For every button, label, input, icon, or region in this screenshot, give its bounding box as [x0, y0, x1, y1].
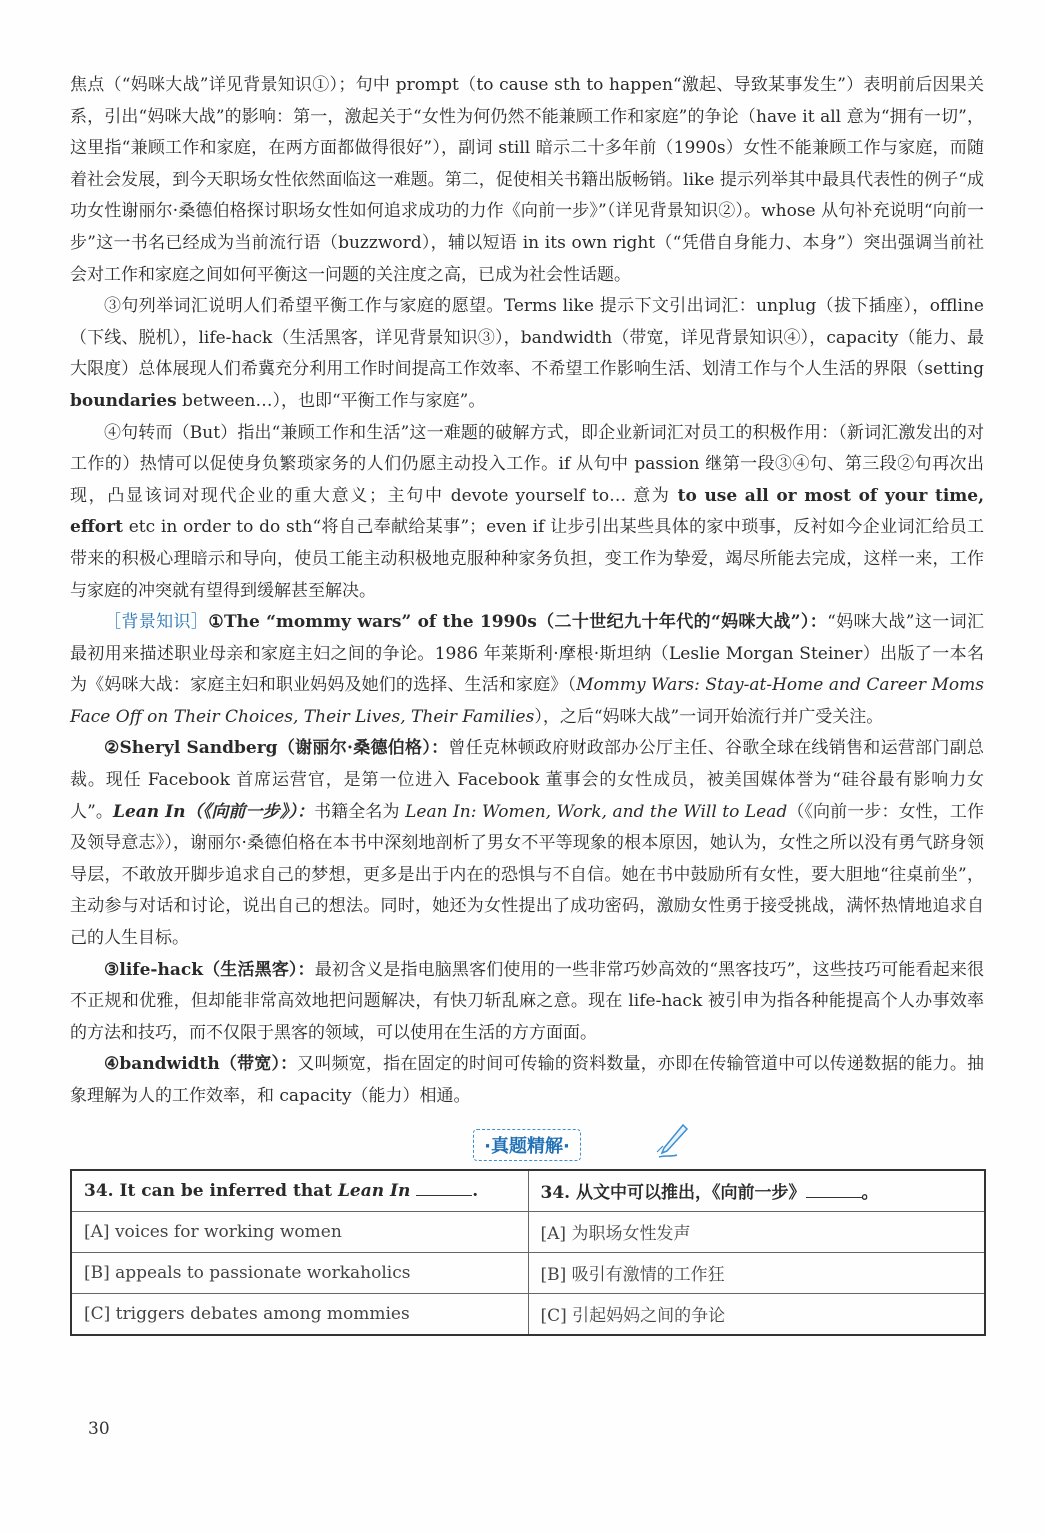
bg3-text: 最初含义是指电脑黑客们使用的一些非常巧妙高效的“黑客技巧”，这些技巧可能看起来很不正规和优雅，但却能非常高效地把问题解决，有快刀斩乱麻之意。现在 life-hack 被引申为指各种能提高个人办事效率的方法和技巧，而不仅限于黑客的领域，可以使用在生活的方方面面。	[70, 959, 984, 1043]
bg2-end: （《向前一步：女性，工作及领导意志》），谢丽尔·桑德伯格在本书中深刻地剖析了男女不平等现象的根本原因，她认为，女性之所以没有勇气跻身领导层，不敢放开脚步追求自己的梦想，更多是出于内在的恐惧与不自信。她在书中鼓励所有女性，要大胆地“往桌前坐”，主动参与对话和讨论，说出自己的想法。同时，她还为女性提出了成功密码，激励女性勇于接受挑战，满怀热情地追求自己的人生目标。	[70, 801, 984, 949]
question-stem-zh	[528, 1170, 985, 1212]
p2-bold: boundaries	[70, 390, 177, 411]
answer-blank	[416, 1181, 472, 1196]
stem-en-ital: Lean In	[337, 1180, 411, 1201]
option-row	[71, 1293, 985, 1335]
p3-bold: to use all or most of your time, effort	[70, 485, 985, 538]
bg1-title: ①The “mommy wars” of the 1990s（二十世纪九十年代的“妈咪大战”）：	[208, 612, 828, 633]
option-zh: [B] 吸引有激情的工作狂	[528, 1252, 985, 1293]
option-en: [B] appeals to passionate workaholics	[71, 1252, 528, 1293]
bg2-book-label: Lean In（《向前一步》）：	[113, 801, 315, 822]
option-zh: [C] 引起妈妈之间的争论	[528, 1293, 985, 1335]
bg2-title: ②Sheryl Sandberg（谢丽尔·桑德伯格）：	[104, 738, 449, 759]
pen-icon	[653, 1121, 693, 1161]
page-content	[70, 70, 984, 1336]
background-note-2	[70, 733, 984, 954]
option-row	[71, 1211, 985, 1252]
bg4-title: ④bandwidth（带宽）：	[104, 1054, 298, 1075]
background-note-4	[70, 1049, 984, 1112]
page-number: 30	[88, 1419, 110, 1439]
bg2-book-text: 书籍全名为	[314, 801, 406, 822]
analysis-paragraph-3	[70, 418, 984, 608]
stem-en-pre: 34. It can be inferred that	[84, 1180, 338, 1201]
background-tag: ［背景知识］	[104, 612, 209, 633]
option-en: [A] voices for working women	[71, 1211, 528, 1252]
bg4-text: 又叫频宽，指在固定的时间可传输的资料数量，亦即在传输管道中可以传递数据的能力。抽象理解为人的工作效率，和 capacity（能力）相通。	[70, 1054, 984, 1106]
answer-blank	[806, 1183, 862, 1198]
bg1-end: ），之后“妈咪大战”一词开始流行并广受关注。	[534, 706, 884, 727]
question-stem-row	[71, 1170, 985, 1212]
analysis-paragraph-1: 焦点（“妈咪大战”详见背景知识①）；句中 prompt（to cause sth to happen“激起、导致某事发生”）表明前后因果关系，引出“妈咪大战”的影响：第一，激起关于“女性为何仍然不能兼顾工作和家庭”的争论（have it all 意为“拥有一切”，这里指“兼顾工作和家庭，在两方面都做得很好”），副词 still 暗示二十多年前（1990s）女性不能兼顾工作与家庭，而随着社会发展，到今天职场女性依然面临这一难题。第二，促使相关书籍出版畅销。like 提示列举其中最具代表性的例子“成功女性谢丽尔·桑德伯格探讨职场女性如何追求成功的力作《向前一步》”（详见背景知识②）。whose 从句补充说明“向前一步”这一书名已经成为当前流行语（buzzword），辅以短语 in its own right（“凭借自身能力、本身”）突出强调当前社会对工作和家庭之间如何平衡这一问题的关注度之高，已成为社会性话题。	[70, 75, 984, 285]
bg2-text: 曾任克林顿政府财政部办公厅主任、谷歌全球在线销售和运营部门副总裁。现任 Facebook 首席运营官，是第一位进入 Facebook 董事会的女性成员，被美国媒体誉为“硅谷最有影响力女人”。	[70, 738, 984, 822]
background-note-3	[70, 955, 984, 1050]
stem-en-post: .	[472, 1180, 479, 1201]
question-stem-en	[71, 1170, 528, 1212]
bg3-title: ③life-hack（生活黑客）：	[104, 959, 315, 980]
option-row	[71, 1252, 985, 1293]
option-zh: [A] 为职场女性发声	[528, 1211, 985, 1252]
p2-end: between…），也即“平衡工作与家庭”。	[176, 390, 486, 411]
background-note-1	[70, 607, 984, 733]
option-en: [C] triggers debates among mommies	[71, 1293, 528, 1335]
section-title: ·真题精解·	[473, 1129, 581, 1161]
bg1-book-title: Mommy Wars: Stay-at-Home and Career Moms Face Off on Their Choices, Their Lives, Their Families	[70, 675, 984, 727]
stem-zh-pre: 34. 从文中可以推出，《向前一步》	[540, 1183, 806, 1204]
p3-end: etc in order to do sth“将自己奉献给某事”；even if 让步引出某些具体的家中琐事，反衬如今企业词汇给员工带来的积极心理暗示和导向，使员工能主动积极地克服种种家务负担，变工作为挚爱，竭尽所能去完成，这样一来，工作与家庭的冲突就有望得到缓解甚至解决。	[70, 517, 984, 601]
bg2-book-full-title: Lean In: Women, Work, and the Will to Lead	[405, 801, 788, 822]
section-header	[70, 1125, 984, 1161]
question-table	[70, 1169, 986, 1336]
p2-text: ③句列举词汇说明人们希望平衡工作与家庭的愿望。Terms like 提示下文引出词汇：unplug（拔下插座），offline（下线、脱机），life-hack（生活黑客，详见背景知识③），bandwidth（带宽，详见背景知识④），capacity（能力、最大限度）总体展现人们希冀充分利用工作时间提高工作效率、不希望工作影响生活、划清工作与个人生活的界限（setting	[70, 296, 984, 380]
p3-text: ④句转而（But）指出“兼顾工作和生活”这一难题的破解方式，即企业新词汇对员工的积极作用：（新词汇激发出的对工作的）热情可以促使身负繁琐家务的人们仍愿主动投入工作。if 从句中 passion 继第一段③④句、第三段②句再次出现，凸显该词对现代企业的重大意义；主句中 devote yourself to… 意为	[70, 422, 984, 506]
analysis-paragraph-2	[70, 291, 984, 417]
stem-zh-post: 。	[861, 1183, 879, 1204]
bg1-text: “妈咪大战”这一词汇最初用来描述职业母亲和家庭主妇之间的争论。1986 年莱斯利·摩根·斯坦纳（Leslie Morgan Steiner）出版了一本名为《妈咪大战：家庭主妇和职业妈妈及她们的选择、生活和家庭》（	[70, 612, 984, 696]
